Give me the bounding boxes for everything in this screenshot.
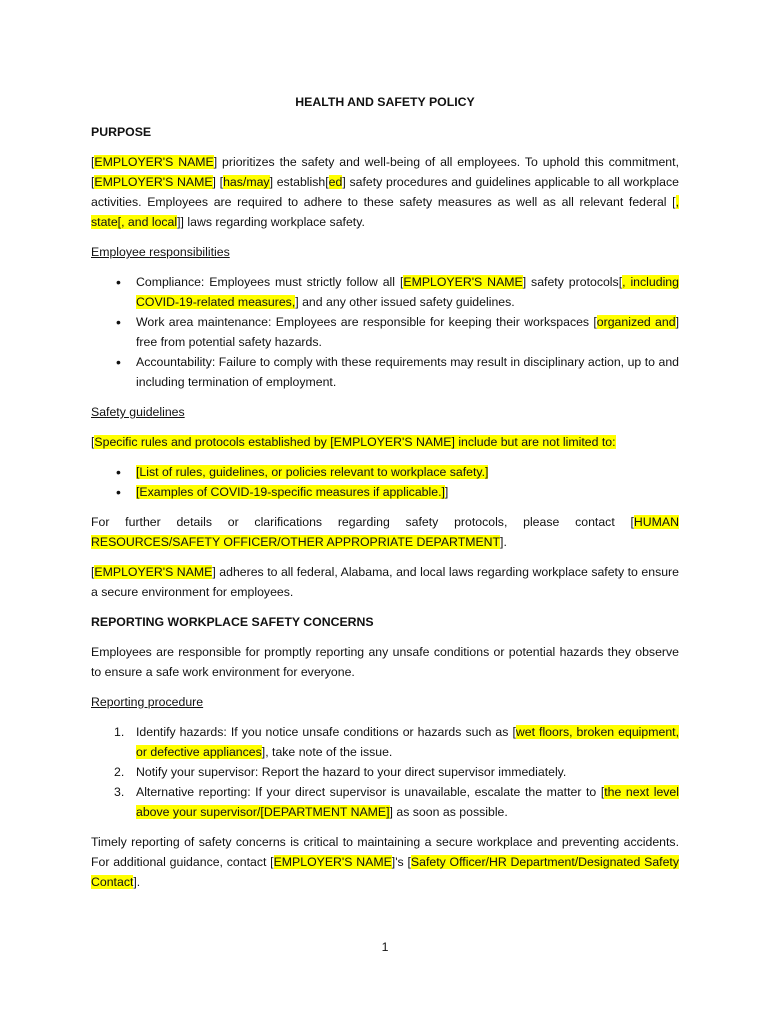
list-item: • Work area maintenance: Employees are responsible for keeping their workspaces [organized and] free from potential safety hazards.: [136, 312, 679, 352]
placeholder-covid-measures: , including COVID-19-related measures,: [136, 275, 679, 309]
purpose-paragraph: [EMPLOYER'S NAME] prioritizes the safety and well-being of all employees. To uphold this commitment, [EMPLOYER'S NAME] [has/may] establish[ed] safety procedures and guidelines applicable to all workplace activities. Employees are required to adhere to these safety measures as well as all relevant federal [, state[, and local]] laws regarding workplace safety.: [91, 155, 679, 229]
placeholder-employer-name: EMPLOYER'S NAME: [94, 175, 213, 189]
reporting-intro: Employees are responsible for promptly reporting any unsafe conditions or potential hazards they observe to ensure a safe work environment for everyone.: [91, 645, 679, 679]
placeholder-specific-rules: Specific rules and protocols established by [EMPLOYER'S NAME] include but are not limited to:: [94, 435, 616, 449]
safety-guidelines-heading: Safety guidelines: [91, 405, 185, 419]
placeholder-employer-name: EMPLOYER'S NAME: [94, 565, 213, 579]
page-number: 1: [381, 940, 389, 954]
document-title: HEALTH AND SAFETY POLICY: [295, 95, 475, 109]
reporting-procedure-list: [91, 722, 679, 822]
placeholder-covid-examples: [Examples of COVID-19-specific measures if applicable.]: [136, 485, 445, 499]
closing-paragraph: Timely reporting of safety concerns is critical to maintaining a secure workplace and preventing accidents. For additional guidance, contact [EMPLOYER'S NAME]'s [Safety Officer/HR Department/Designated Safety Contact].: [91, 835, 679, 889]
placeholder-has-may: has/may: [223, 175, 270, 189]
placeholder-rules-list: [List of rules, guidelines, or policies relevant to workplace safety.]: [136, 465, 489, 479]
list-item: 3. Alternative reporting: If your direct supervisor is unavailable, escalate the matter to [the next level above your supervisor/[DEPARTMENT NAME]] as soon as possible.: [114, 785, 679, 819]
employee-responsibilities-heading: Employee responsibilities: [91, 245, 230, 259]
placeholder-employer-name: EMPLOYER'S NAME: [403, 275, 523, 289]
employee-responsibilities-list: [91, 272, 679, 392]
list-item: [136, 462, 679, 482]
placeholder-ed: ed: [328, 175, 343, 189]
reporting-procedure-heading: Reporting procedure: [91, 695, 204, 709]
list-item: 1. Identify hazards: If you notice unsafe conditions or hazards such as [wet floors, broken equipment, or defective appliances], take note of the issue.: [114, 725, 679, 759]
list-item: • [Examples of COVID-19-specific measures if applicable.]]: [136, 482, 679, 502]
list-item: • Accountability: Failure to comply with these requirements may result in disciplinary action, up to and including termination of employment.: [136, 352, 679, 392]
placeholder-hazard-examples: wet floors, broken equipment, or defective appliances: [136, 725, 679, 759]
placeholder-employer-name: EMPLOYER'S NAME: [94, 155, 214, 169]
safety-guidelines-list: [91, 462, 679, 502]
placeholder-safety-contact: Safety Officer/HR Department/Designated Safety Contact: [91, 855, 679, 889]
reporting-heading: REPORTING WORKPLACE SAFETY CONCERNS: [91, 615, 374, 629]
list-item: • Compliance: Employees must strictly follow all [EMPLOYER'S NAME] safety protocols[, including COVID-19-related measures,] and any other issued safety guidelines.: [136, 272, 679, 312]
document-body: [91, 92, 679, 902]
placeholder-employer-name: EMPLOYER'S NAME: [273, 855, 392, 869]
placeholder-organized: organized and: [596, 315, 676, 329]
placeholder-escalation-level: the next level above your supervisor/[DEPARTMENT NAME]: [136, 785, 679, 819]
placeholder-state-local: , state[, and local: [91, 195, 679, 229]
list-item: 2. Notify your supervisor: Report the hazard to your direct supervisor immediately.: [114, 765, 567, 779]
placeholder-department: HUMAN RESOURCES/SAFETY OFFICER/OTHER APPROPRIATE DEPARTMENT: [91, 515, 679, 549]
contact-paragraph: For further details or clarifications regarding safety protocols, please contact [HUMAN RESOURCES/SAFETY OFFICER/OTHER APPROPRIATE DEPARTMENT].: [91, 515, 679, 549]
compliance-paragraph: [EMPLOYER'S NAME] adheres to all federal, Alabama, and local laws regarding workplace safety to ensure a secure environment for employees.: [91, 565, 679, 599]
purpose-heading: PURPOSE: [91, 125, 152, 139]
safety-guidelines-intro: [Specific rules and protocols established by [EMPLOYER'S NAME] include but are not limited to:: [91, 435, 616, 449]
